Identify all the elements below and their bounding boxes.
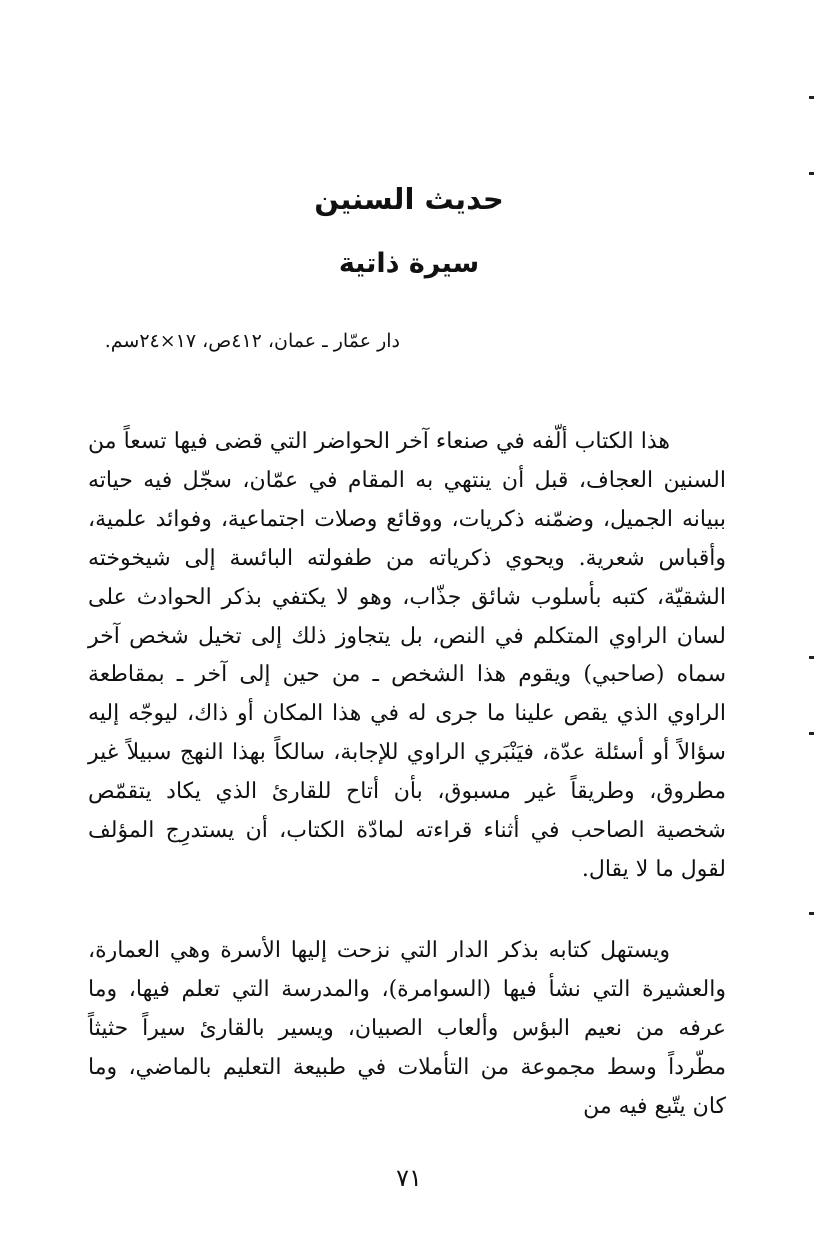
book-title: حديث السنين — [314, 182, 504, 216]
body-paragraph-2: ويستهل كتابه بذكر الدار التي نزحت إليها الأسرة وهي العمارة، والعشيرة التي نشأ فيها (السوامرة)، والمدرسة التي تعلم فيها، وما عرفه من نعيم البؤس وألعاب الصبيان، ويسير بالقارئ سيراً حثيثاً مطّرداً وسط مجموعة من التأملات في طبيعة التعليم بالماضي، وما كان يتّبع فيه من — [88, 938, 726, 1119]
body-paragraph-1: هذا الكتاب ألّفه في صنعاء آخر الحواضر التي قضى فيها تسعاً من السنين العجاف، قبل أن ينتهي به المقام في عمّان، سجّل فيه حياته ببيانه الجميل، وضمّنه ذكريات، ووقائع وصلات اجتماعية، وفوائد علمية، وأقباس شعرية. ويحوي ذكرياته من طفولته البائسة إلى شيخوخته الشقيّة، كتبه بأسلوب شائق جذّاب، وهو لا يكتفي بذكر الحوادث على لسان الراوي المتكلم في النص، بل يتجاوز ذلك إلى تخيل شخص آخر سماه (صاحبي) ويقوم هذا الشخص ـ من حين إلى آخر ـ بمقاطعة الراوي الذي يقص علينا ما جرى له في هذا المكان أو ذاك، ليوجّه إليه سؤالاً أو أسئلة عدّة، فيَنْبَري الراوي للإجابة، سالكاً بهذا النهج سبيلاً غير مطروق، وطريقاً غير مسبوق، بأن أتاح للقارئ الذي يكاد يتقمّص شخصية الصاحب في أثناء قراءته لمادّة الكتاب، أن يستدرِج المؤلف لقول ما لا يقال. — [88, 429, 726, 882]
scan-edge-mark — [809, 656, 814, 659]
scan-edge-mark — [809, 912, 814, 915]
scan-edge-mark — [809, 732, 814, 735]
book-subtitle: سيرة ذاتية — [338, 248, 480, 279]
page-number: ٧١ — [396, 1164, 422, 1192]
scan-edge-mark — [809, 96, 814, 99]
publication-info: دار عمّار ـ عمان، ٤١٢ص، ١٧×٢٤سم. — [104, 330, 400, 352]
scan-edge-mark — [809, 172, 814, 175]
